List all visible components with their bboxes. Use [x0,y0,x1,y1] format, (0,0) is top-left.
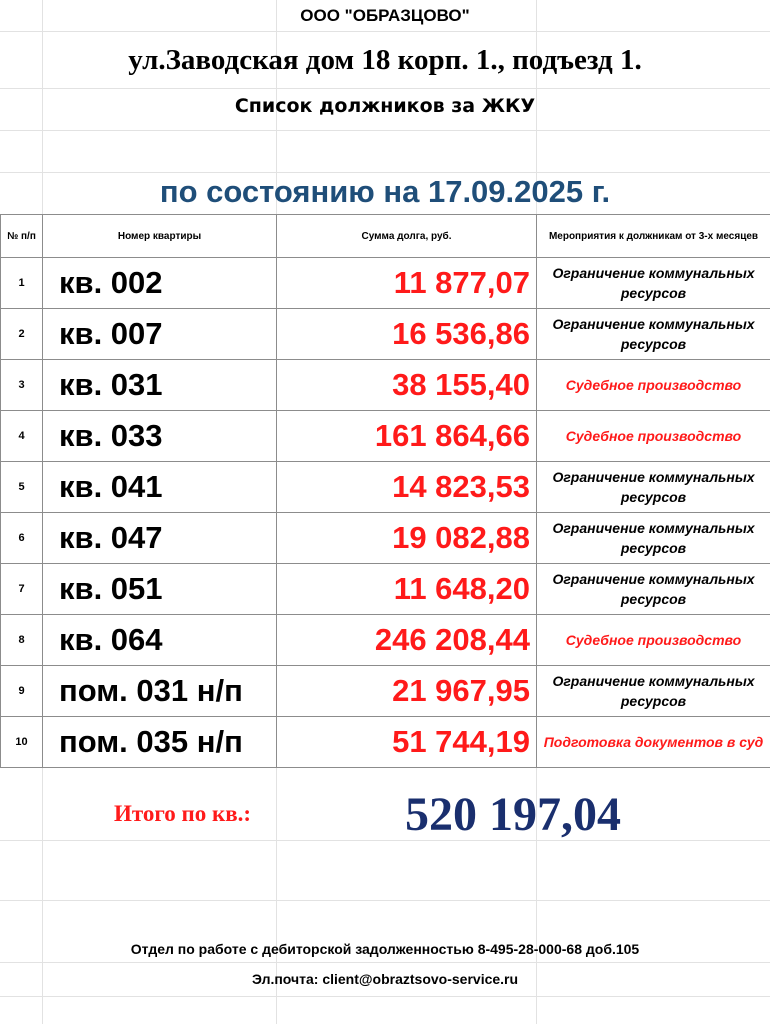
apartment-number: пом. 031 н/п [43,666,277,717]
debtor-action: Ограничение коммунальных ресурсов [537,564,770,615]
table-row [1,666,770,717]
grid-line [0,31,770,32]
debtor-action: Судебное производство [537,360,770,411]
debtor-action: Подготовка документов в суд [537,717,770,768]
debtor-action: Судебное производство [537,615,770,666]
table-row [1,717,770,768]
table-row [1,360,770,411]
report-date: по состоянию на 17.09.2025 г. [159,174,611,209]
debt-amount: 19 082,88 [277,513,537,564]
row-number: 6 [1,513,43,564]
total-value: 520 197,04 [405,788,621,841]
row-number: 2 [1,309,43,360]
row-number: 9 [1,666,43,717]
debt-amount: 161 864,66 [277,411,537,462]
debt-amount: 11 877,07 [277,258,537,309]
apartment-number: кв. 007 [43,309,277,360]
apartment-number: кв. 047 [43,513,277,564]
apartment-number: кв. 064 [43,615,277,666]
apartment-number: кв. 041 [43,462,277,513]
footer-department-phone: Отдел по работе с дебиторской задолженностью 8-495-28-000-68 доб.105 [130,941,640,957]
debtor-action: Ограничение коммунальных ресурсов [537,462,770,513]
total-label: Итого по кв.: [114,801,252,826]
row-number: 8 [1,615,43,666]
debt-amount: 38 155,40 [277,360,537,411]
table-row [1,615,770,666]
row-number: 5 [1,462,43,513]
row-number: 10 [1,717,43,768]
debt-amount: 16 536,86 [277,309,537,360]
grid-line [0,900,770,901]
table-row [1,309,770,360]
organization-name: ООО "ОБРАЗЦОВО" [300,6,470,25]
row-number: 7 [1,564,43,615]
column-header-amount: Сумма долга, руб. [277,215,537,258]
row-number: 1 [1,258,43,309]
table-row [1,258,770,309]
table-row [1,411,770,462]
debt-amount: 51 744,19 [277,717,537,768]
column-header-action: Мероприятия к должникам от 3-х месяцев [537,215,770,258]
apartment-number: кв. 002 [43,258,277,309]
document-subtitle: Список должников за ЖКУ [234,95,536,117]
grid-line [0,996,770,997]
table-row [1,462,770,513]
row-number: 3 [1,360,43,411]
debtors-table [0,214,770,768]
footer-email: Эл.почта: client@obraztsovo-service.ru [251,971,519,987]
grid-line [0,840,770,841]
debtor-action: Ограничение коммунальных ресурсов [537,666,770,717]
column-header-number: № п/п [1,215,43,258]
debtor-action: Ограничение коммунальных ресурсов [537,309,770,360]
debt-amount: 21 967,95 [277,666,537,717]
apartment-number: кв. 031 [43,360,277,411]
grid-line [0,172,770,173]
grid-line [0,962,770,963]
table-row [1,564,770,615]
debtor-action: Судебное производство [537,411,770,462]
debt-amount: 14 823,53 [277,462,537,513]
building-address: ул.Заводская дом 18 корп. 1., подъезд 1. [128,44,642,76]
debtor-action: Ограничение коммунальных ресурсов [537,258,770,309]
apartment-number: кв. 033 [43,411,277,462]
grid-line [0,130,770,131]
debt-amount: 246 208,44 [277,615,537,666]
grid-line [0,88,770,89]
apartment-number: пом. 035 н/п [43,717,277,768]
table-row [1,513,770,564]
debt-amount: 11 648,20 [277,564,537,615]
debtor-action: Ограничение коммунальных ресурсов [537,513,770,564]
column-header-apartment: Номер квартиры [43,215,277,258]
table-header-row [1,215,770,258]
apartment-number: кв. 051 [43,564,277,615]
row-number: 4 [1,411,43,462]
